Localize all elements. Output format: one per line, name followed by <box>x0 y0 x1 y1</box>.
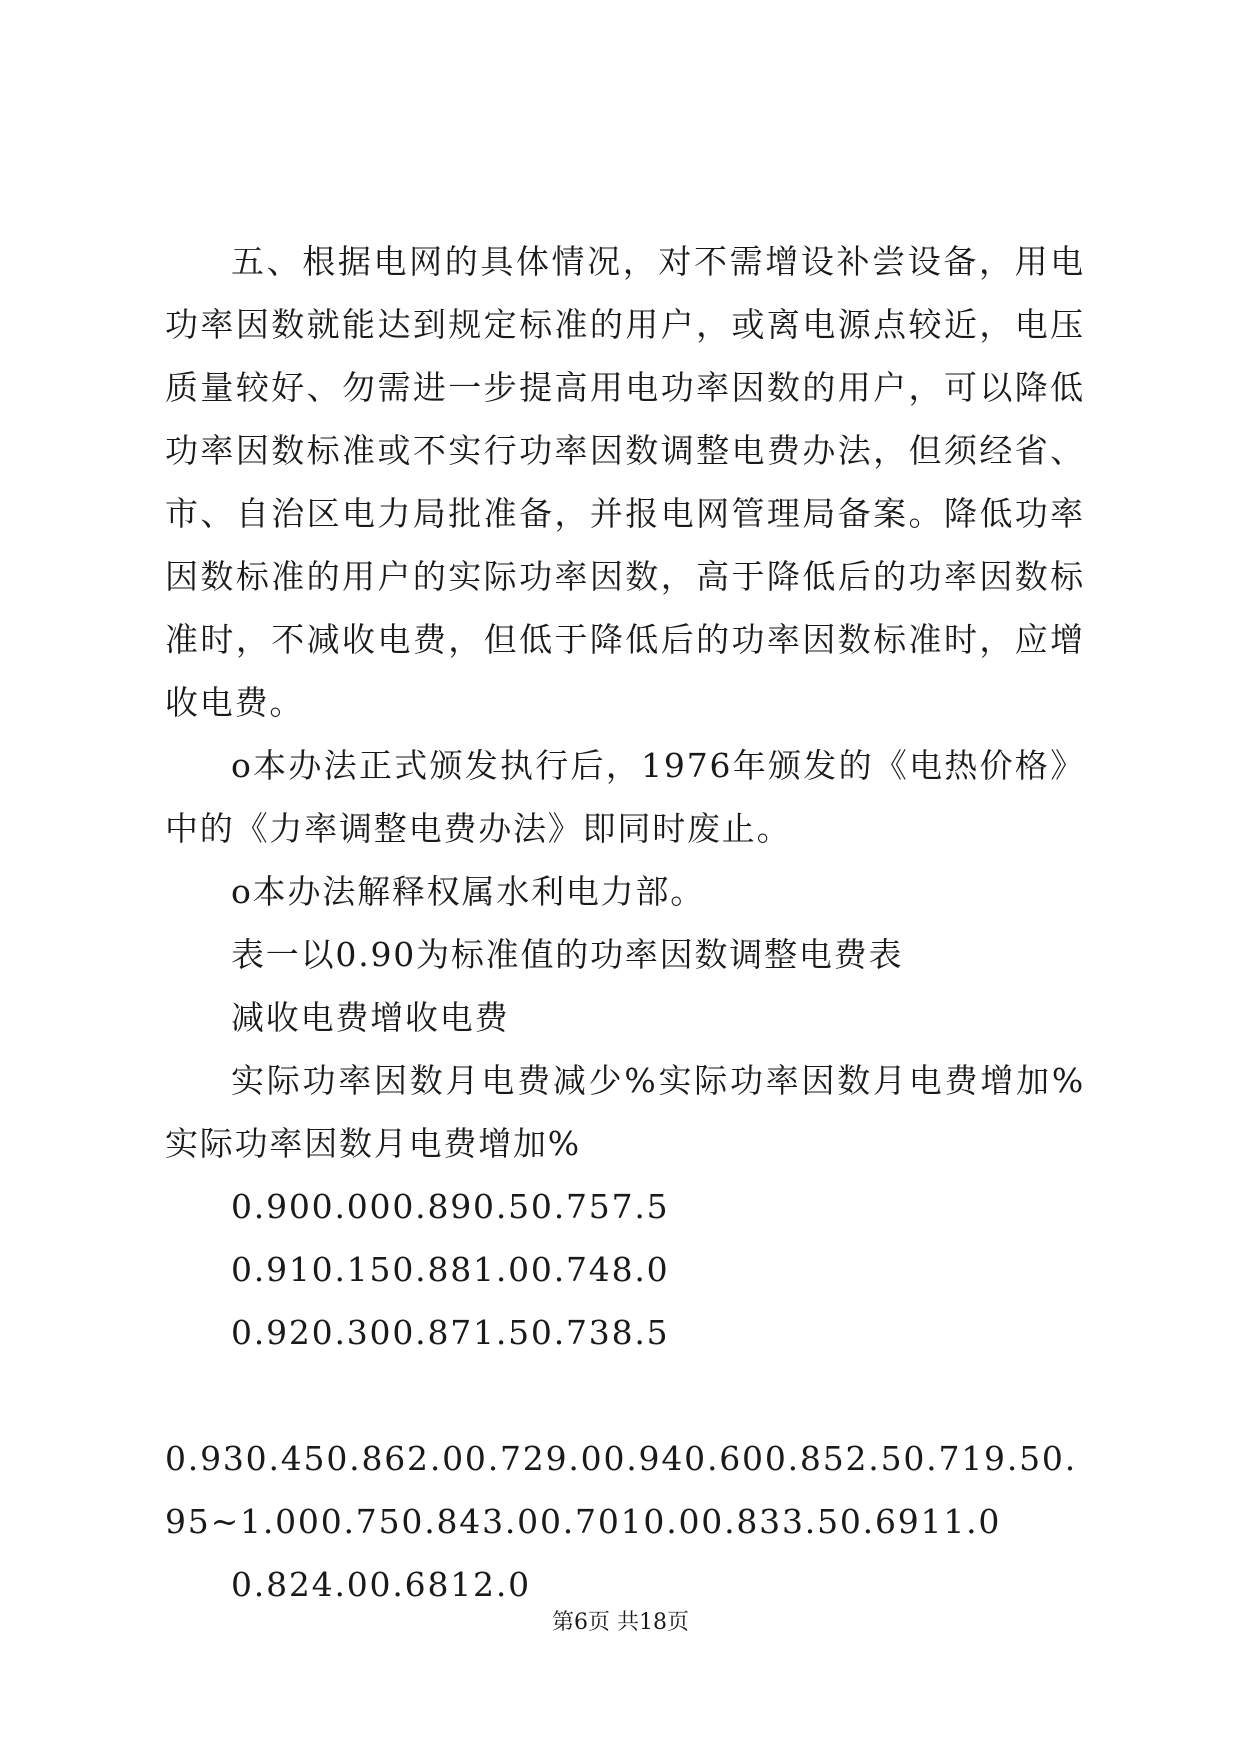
paragraph-article-five: 五、根据电网的具体情况，对不需增设补尝设备，用电功率因数就能达到规定标准的用户，或离电源点较近，电压质量较好、勿需进一步提高用电功率因数的用户，可以降低功率因数标准或不实行功率因数调整电费办法，但须经省、市、自治区电力局批准备，并报电网管理局备案。降低功率因数标准的用户的实际功率因数，高于降低后的功率因数标准时，不减收电费，但低于降低后的功率因数标准时，应增收电费。 <box>165 242 1085 722</box>
table-row: 0.930.450.862.00.729.00.940.600.852.50.719.50.95~1.000.750.843.00.7010.00.833.50.6911.0 <box>165 1439 1078 1541</box>
page-number-label: 第6页 共18页 <box>552 1610 689 1635</box>
table-title: 表一以0.90为标准值的功率因数调整电费表 <box>231 935 904 974</box>
table-group-headers: 减收电费增收电费 <box>231 998 510 1037</box>
paragraph-interpretation-clause: o本办法解释权属水利电力部。 <box>231 872 706 911</box>
table-row: 0.920.300.871.50.738.5 <box>231 1313 670 1352</box>
table-column-headers: 实际功率因数月电费减少%实际功率因数月电费增加%实际功率因数月电费增加% <box>165 1061 1085 1163</box>
table-row: 0.824.00.6812.0 <box>231 1565 531 1604</box>
table-row: 0.900.000.890.50.757.5 <box>231 1187 670 1226</box>
table-row: 0.910.150.881.00.748.0 <box>231 1250 670 1289</box>
document-body <box>165 230 1085 1616</box>
page-footer <box>0 1608 1241 1638</box>
paragraph-effective-clause: o本办法正式颁发执行后，1976年颁发的《电热价格》中的《力率调整电费办法》即同时废止。 <box>165 746 1085 848</box>
